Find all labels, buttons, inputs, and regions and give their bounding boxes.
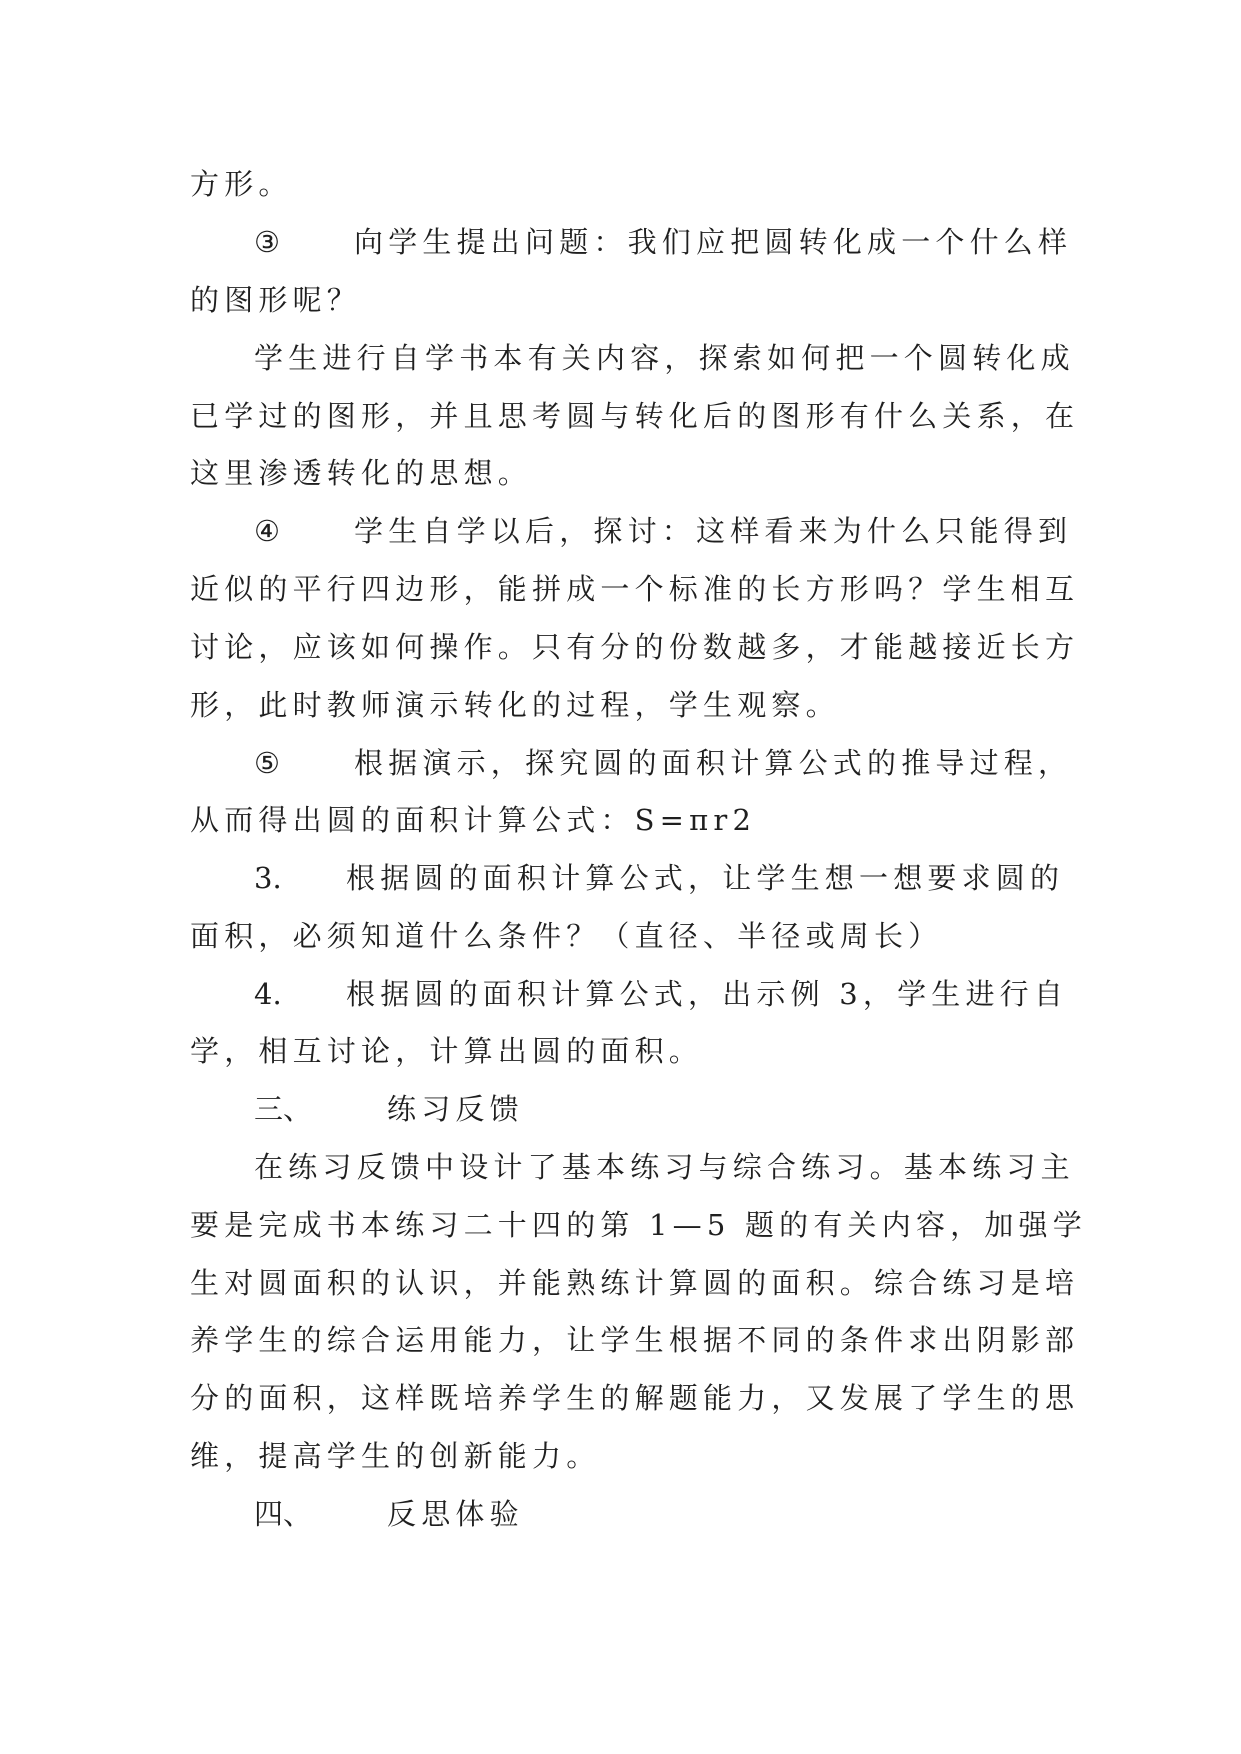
section-heading: [254, 1089, 524, 1129]
list-item-text: 根据演示，探究圆的面积计算公式的推导过程，: [354, 746, 1073, 780]
list-item: [254, 743, 1072, 783]
list-item: [254, 974, 1068, 1014]
list-item: [254, 511, 1072, 551]
section-title: 反思体验: [387, 1497, 524, 1531]
list-item-text: 根据圆的面积计算公式，出示例 3，学生进行自: [346, 977, 1069, 1011]
list-marker: ⑤: [254, 746, 280, 780]
text-line: 维，提高学生的创新能力。: [190, 1439, 601, 1473]
text-line: 要是完成书本练习二十四的第 1—5 题的有关内容，加强学: [190, 1208, 1087, 1242]
text-line: 近似的平行四边形，能拼成一个标准的长方形吗？学生相互: [190, 572, 1080, 606]
section-heading: [254, 1494, 524, 1534]
text-line: 学，相互讨论，计算出圆的面积。: [190, 1034, 704, 1068]
text-line: 方形。: [190, 167, 293, 201]
text-line: 形，此时教师演示转化的过程，学生观察。: [190, 688, 840, 722]
list-item-text: 学生自学以后，探讨：这样看来为什么只能得到: [354, 514, 1073, 548]
text-line: 已学过的图形，并且思考圆与转化后的图形有什么关系，在: [190, 399, 1080, 433]
list-marker: 4.: [254, 977, 282, 1011]
paragraph-start: 在练习反馈中设计了基本练习与综合练习。基本练习主: [254, 1150, 1075, 1184]
list-marker: 3.: [254, 861, 282, 895]
text-line: 的图形呢？: [190, 283, 362, 317]
text-line: 讨论，应该如何操作。只有分的份数越多，才能越接近长方: [190, 630, 1080, 664]
text-line: 面积，必须知道什么条件？（直径、半径或周长）: [190, 919, 943, 953]
list-marker: ④: [254, 514, 280, 548]
section-number: 三、: [254, 1092, 313, 1126]
section-title: 练习反馈: [387, 1092, 524, 1126]
list-item: [254, 858, 1064, 898]
text-line: 分的面积，这样既培养学生的解题能力，又发展了学生的思: [190, 1381, 1080, 1415]
paragraph-start: 学生进行自学书本有关内容，探索如何把一个圆转化成: [254, 341, 1075, 375]
list-item: [254, 222, 1072, 262]
text-line: 生对圆面积的认识，并能熟练计算圆的面积。综合练习是培: [190, 1266, 1080, 1300]
list-marker: ③: [254, 225, 280, 259]
text-line: 这里渗透转化的思想。: [190, 456, 533, 490]
section-number: 四、: [254, 1497, 313, 1531]
text-line: 从而得出圆的面积计算公式：S=πr2: [190, 803, 757, 837]
text-line: 养学生的综合运用能力，让学生根据不同的条件求出阴影部: [190, 1323, 1080, 1357]
list-item-text: 根据圆的面积计算公式，让学生想一想要求圆的: [346, 861, 1065, 895]
list-item-text: 向学生提出问题：我们应把圆转化成一个什么样: [354, 225, 1073, 259]
